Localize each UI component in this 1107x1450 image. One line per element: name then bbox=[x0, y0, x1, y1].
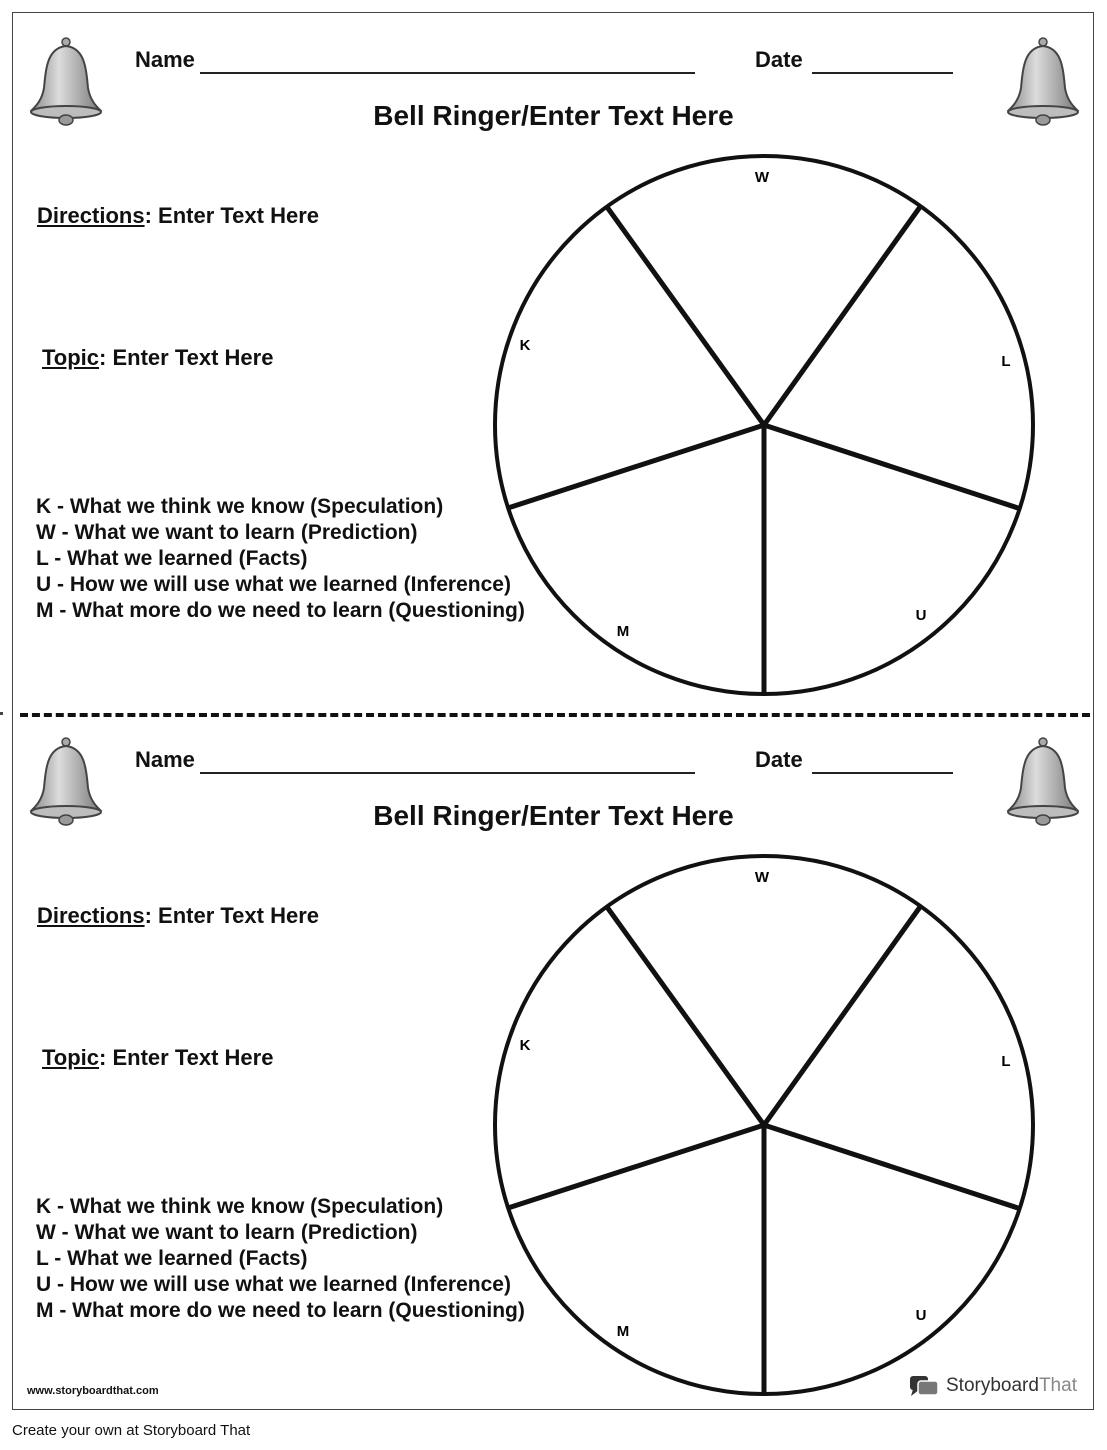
wheel-label-m: M bbox=[616, 623, 630, 640]
legend-item: U - How we will use what we learned (Inference) bbox=[36, 1273, 511, 1296]
date-line[interactable] bbox=[812, 72, 953, 74]
legend-item: K - What we think we know (Speculation) bbox=[36, 1195, 444, 1218]
wheel-label-k: K bbox=[519, 1037, 531, 1054]
name-label: Name bbox=[135, 747, 195, 772]
kwlum-wheel bbox=[490, 851, 1038, 1399]
date-label: Date bbox=[755, 47, 803, 72]
worksheet-top bbox=[0, 0, 1107, 700]
topic-key: Topic bbox=[42, 1045, 100, 1070]
kwlum-wheel bbox=[490, 151, 1038, 699]
topic-field bbox=[42, 1045, 273, 1071]
topic-text: : Enter Text Here bbox=[99, 1045, 274, 1070]
name-line[interactable] bbox=[200, 772, 695, 774]
wheel-label-u: U bbox=[915, 607, 927, 624]
wheel-label-w: W bbox=[754, 869, 770, 886]
name-label: Name bbox=[135, 47, 195, 72]
legend-item: U - How we will use what we learned (Inference) bbox=[36, 573, 511, 596]
topic-text: : Enter Text Here bbox=[99, 345, 274, 370]
directions-text: : Enter Text Here bbox=[144, 903, 320, 928]
page-title: Bell Ringer/Enter Text Here bbox=[373, 800, 734, 831]
name-line[interactable] bbox=[200, 72, 695, 74]
directions-key: Directions bbox=[37, 903, 145, 928]
footer-url[interactable]: www.storyboardthat.com bbox=[27, 1385, 159, 1397]
wheel-label-w: W bbox=[754, 169, 770, 186]
wheel-label-k: K bbox=[519, 337, 531, 354]
legend-item: M - What more do we need to learn (Questioning) bbox=[36, 599, 525, 622]
storyboardthat-logo[interactable] bbox=[908, 1372, 1077, 1400]
wheel-label-m: M bbox=[616, 1323, 630, 1340]
wheel-label-l: L bbox=[1001, 353, 1011, 370]
wheel-label-u: U bbox=[915, 1307, 927, 1324]
directions-key: Directions bbox=[37, 203, 145, 228]
date-line[interactable] bbox=[812, 772, 953, 774]
speech-bubble-icon bbox=[908, 1374, 940, 1398]
date-label: Date bbox=[755, 747, 803, 772]
worksheet-bottom bbox=[0, 700, 1107, 1400]
legend-item: M - What more do we need to learn (Questioning) bbox=[36, 1299, 525, 1322]
brand-accent: That bbox=[1038, 1375, 1077, 1396]
directions-field bbox=[37, 903, 319, 929]
legend-item: W - What we want to learn (Prediction) bbox=[36, 521, 418, 544]
topic-field bbox=[42, 345, 273, 371]
legend bbox=[36, 494, 525, 624]
directions-text: : Enter Text Here bbox=[144, 203, 320, 228]
directions-field bbox=[37, 203, 319, 229]
legend bbox=[36, 1194, 525, 1324]
create-link[interactable]: Create your own at Storyboard That bbox=[12, 1422, 251, 1439]
topic-key: Topic bbox=[42, 345, 100, 370]
wheel-label-l: L bbox=[1001, 1053, 1011, 1070]
legend-item: W - What we want to learn (Prediction) bbox=[36, 1221, 418, 1244]
page-title: Bell Ringer/Enter Text Here bbox=[373, 100, 734, 131]
legend-item: L - What we learned (Facts) bbox=[36, 1247, 308, 1270]
legend-item: K - What we think we know (Speculation) bbox=[36, 495, 444, 518]
legend-item: L - What we learned (Facts) bbox=[36, 547, 308, 570]
brand-main: Storyboard bbox=[946, 1375, 1039, 1396]
